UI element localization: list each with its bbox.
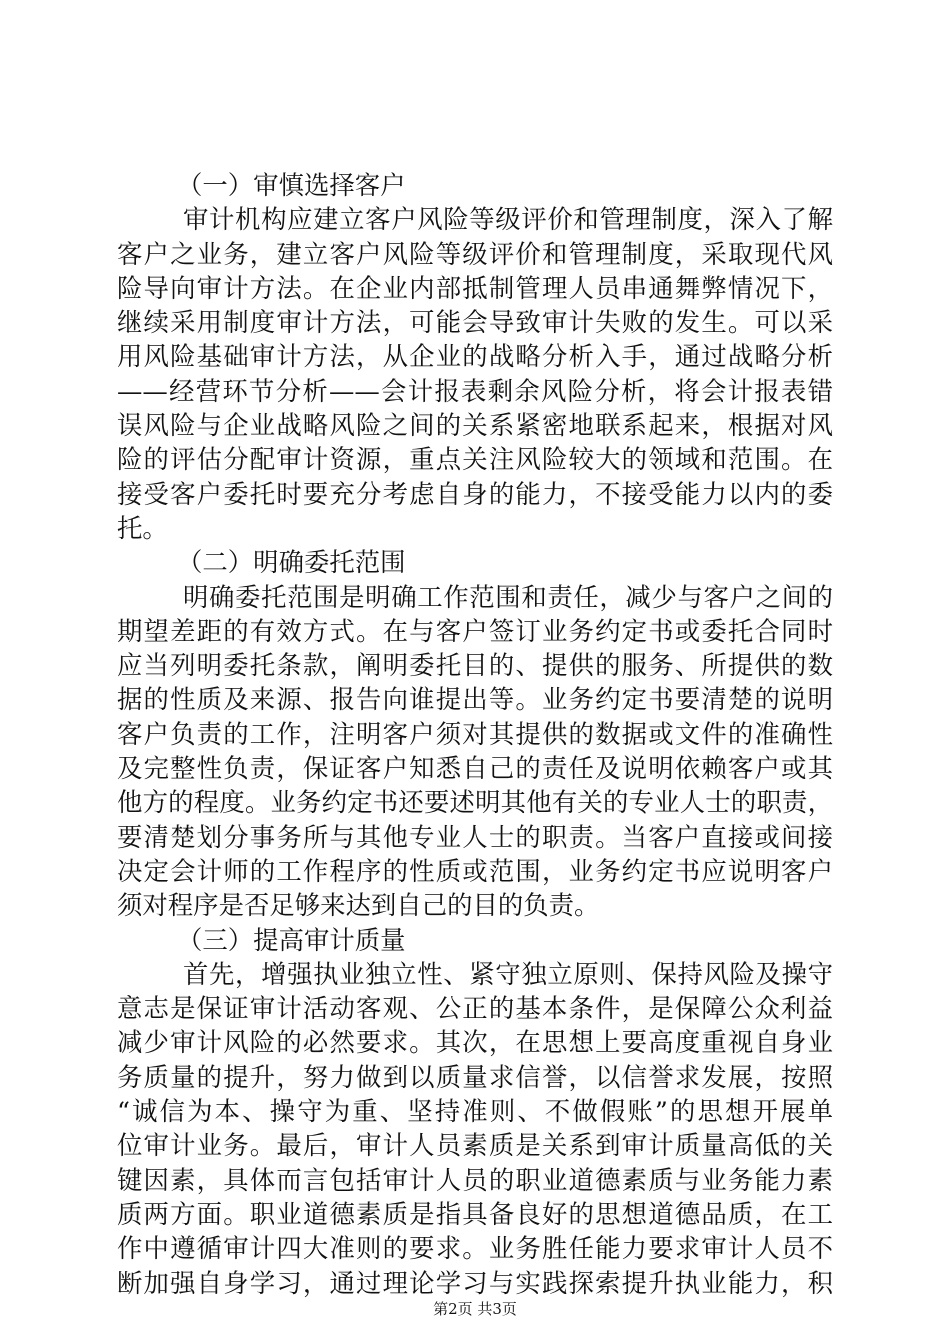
text-line: 客户之业务，建立客户风险等级评价和管理制度，采取现代风	[117, 238, 833, 269]
text-line: 用风险基础审计方法，从企业的战略分析入手，通过战略分析	[117, 341, 833, 372]
text-line: 及完整性负责，保证客户知悉自己的责任及说明依赖客户或其	[117, 753, 833, 784]
body-text	[117, 168, 833, 1300]
text-line: 减少审计风险的必然要求。其次，在思想上要高度重视自身业	[117, 1027, 833, 1058]
text-line: 须对程序是否足够来达到自己的目的负责。	[117, 890, 600, 921]
text-line: 客户负责的工作，注明客户须对其提供的数据或文件的准确性	[117, 718, 833, 749]
text-line: 托。	[117, 512, 168, 543]
text-line: 首先，增强执业独立性、紧守独立原则、保持风险及操守	[183, 958, 833, 989]
text-line: 质两方面。职业道德素质是指具备良好的思想道德品质，在工	[117, 1198, 833, 1229]
text-line: “诚信为本、操守为重、坚持准则、不做假账”的思想开展单	[117, 1096, 833, 1127]
text-line: 应当列明委托条款，阐明委托目的、提供的服务、所提供的数	[117, 650, 833, 681]
section-heading: （三）提高审计质量	[177, 924, 406, 955]
text-line: 险的评估分配审计资源，重点关注风险较大的领域和范围。在	[117, 444, 833, 475]
text-line: 继续采用制度审计方法，可能会导致审计失败的发生。可以采	[117, 307, 833, 338]
text-line: 据的性质及来源、报告向谁提出等。业务约定书要清楚的说明	[117, 684, 833, 715]
text-line: 期望差距的有效方式。在与客户签订业务约定书或委托合同时	[117, 615, 833, 646]
text-line: 接受客户委托时要充分考虑自身的能力，不接受能力以内的委	[117, 478, 833, 509]
text-line: 键因素，具体而言包括审计人员的职业道德素质与业务能力素	[117, 1164, 833, 1195]
text-line: ——经营环节分析——会计报表剩余风险分析，将会计报表错	[117, 375, 833, 406]
text-line: 误风险与企业战略风险之间的关系紧密地联系起来，根据对风	[117, 410, 833, 441]
text-line: 务质量的提升，努力做到以质量求信誉，以信誉求发展，按照	[117, 1061, 833, 1092]
text-line: 断加强自身学习，通过理论学习与实践探索提升执业能力，积	[117, 1267, 833, 1298]
text-line: 位审计业务。最后，审计人员素质是关系到审计质量高低的关	[117, 1130, 833, 1161]
text-line: 险导向审计方法。在企业内部抵制管理人员串通舞弊情况下，	[117, 272, 833, 303]
text-line: 作中遵循审计四大准则的要求。业务胜任能力要求审计人员不	[117, 1233, 833, 1264]
section-heading: （二）明确委托范围	[177, 547, 406, 578]
text-line: 他方的程度。业务约定书还要述明其他有关的专业人士的职责，	[117, 787, 833, 818]
text-line: 决定会计师的工作程序的性质或范围，业务约定书应说明客户	[117, 855, 833, 886]
text-line: 意志是保证审计活动客观、公正的基本条件，是保障公众利益	[117, 993, 833, 1024]
text-line: 审计机构应建立客户风险等级评价和管理制度，深入了解	[183, 204, 833, 235]
text-line: 明确委托范围是明确工作范围和责任，减少与客户之间的	[183, 581, 833, 612]
page-footer: 第2页 共3页	[433, 1300, 517, 1318]
text-line: 要清楚划分事务所与其他专业人士的职责。当客户直接或间接	[117, 821, 833, 852]
section-heading: （一）审慎选择客户	[177, 170, 406, 200]
